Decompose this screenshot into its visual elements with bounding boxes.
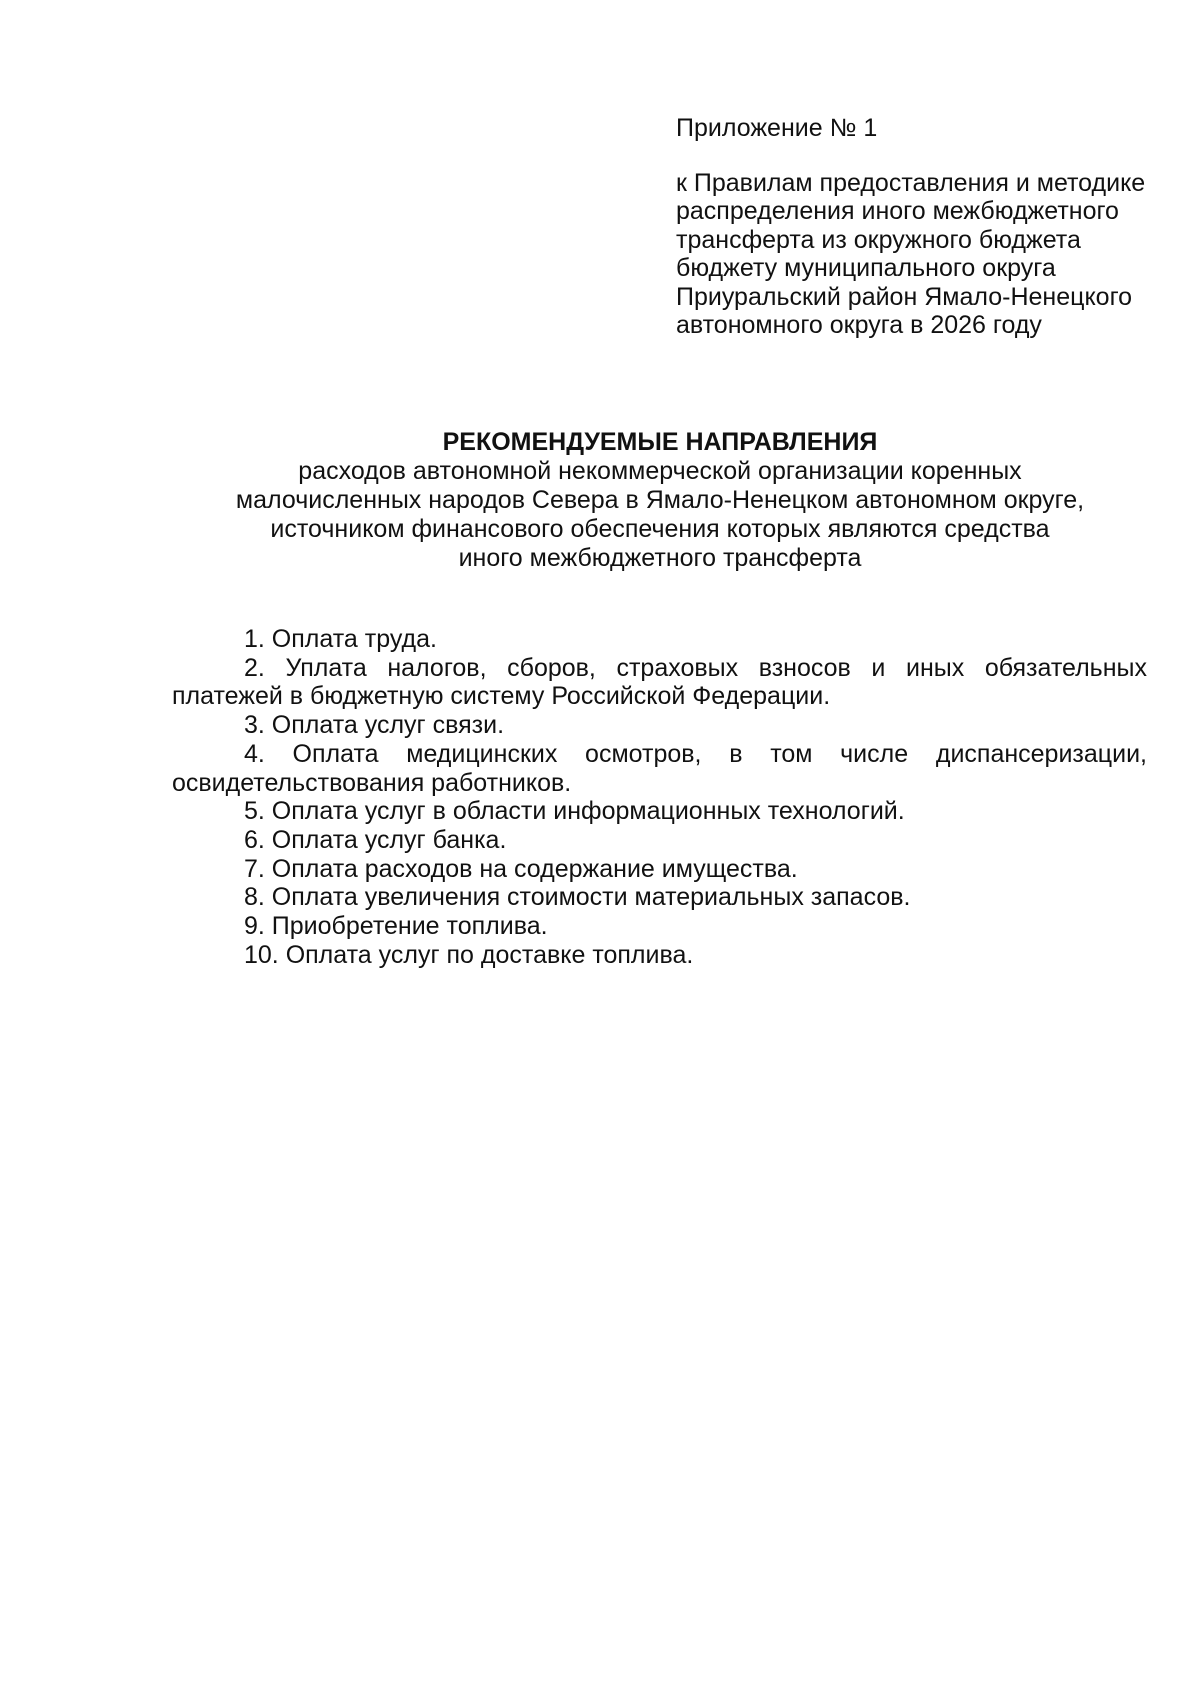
subtitle-line: малочисленных народов Севера в Ямало-Ненецком автономном округе, bbox=[235, 486, 1085, 514]
document-title: РЕКОМЕНДУЕМЫЕ НАПРАВЛЕНИЯ bbox=[442, 428, 878, 456]
annex-block bbox=[676, 114, 1156, 340]
list-item: 8. Оплата увеличения стоимости материальных запасов. bbox=[244, 883, 911, 912]
list-item: 2. Уплата налогов, сборов, страховых взносов и иных обязательных платежей в бюджетную систему Российской Федерации. bbox=[172, 653, 1147, 711]
title-block bbox=[160, 428, 1160, 573]
list-item: 9. Приобретение топлива. bbox=[244, 912, 548, 941]
list-item: 7. Оплата расходов на содержание имущества. bbox=[244, 854, 798, 883]
annex-reference: к Правилам предоставления и методике распределения иного межбюджетного трансферта из окружного бюджета бюджету муниципального округа Приуральский район Ямало-Ненецкого автономного округа в 2026 году bbox=[676, 168, 1146, 339]
list-item: 1. Оплата труда. bbox=[244, 625, 437, 653]
list-item: 3. Оплата услуг связи. bbox=[244, 711, 505, 740]
subtitle-line: расходов автономной некоммерческой организации коренных bbox=[298, 457, 1022, 485]
list-item: 10. Оплата услуг по доставке топлива. bbox=[244, 940, 694, 969]
list-item: 4. Оплата медицинских осмотров, в том числе диспансеризации, освидетельствования работников. bbox=[172, 739, 1147, 797]
list-item: 5. Оплата услуг в области информационных технологий. bbox=[244, 797, 905, 826]
expense-list bbox=[172, 625, 1147, 969]
subtitle-line: источником финансового обеспечения которых являются средства bbox=[270, 515, 1050, 543]
list-item: 6. Оплата услуг банка. bbox=[244, 825, 507, 854]
subtitle-line: иного межбюджетного трансферта bbox=[458, 544, 862, 572]
annex-number: Приложение № 1 bbox=[676, 114, 878, 142]
